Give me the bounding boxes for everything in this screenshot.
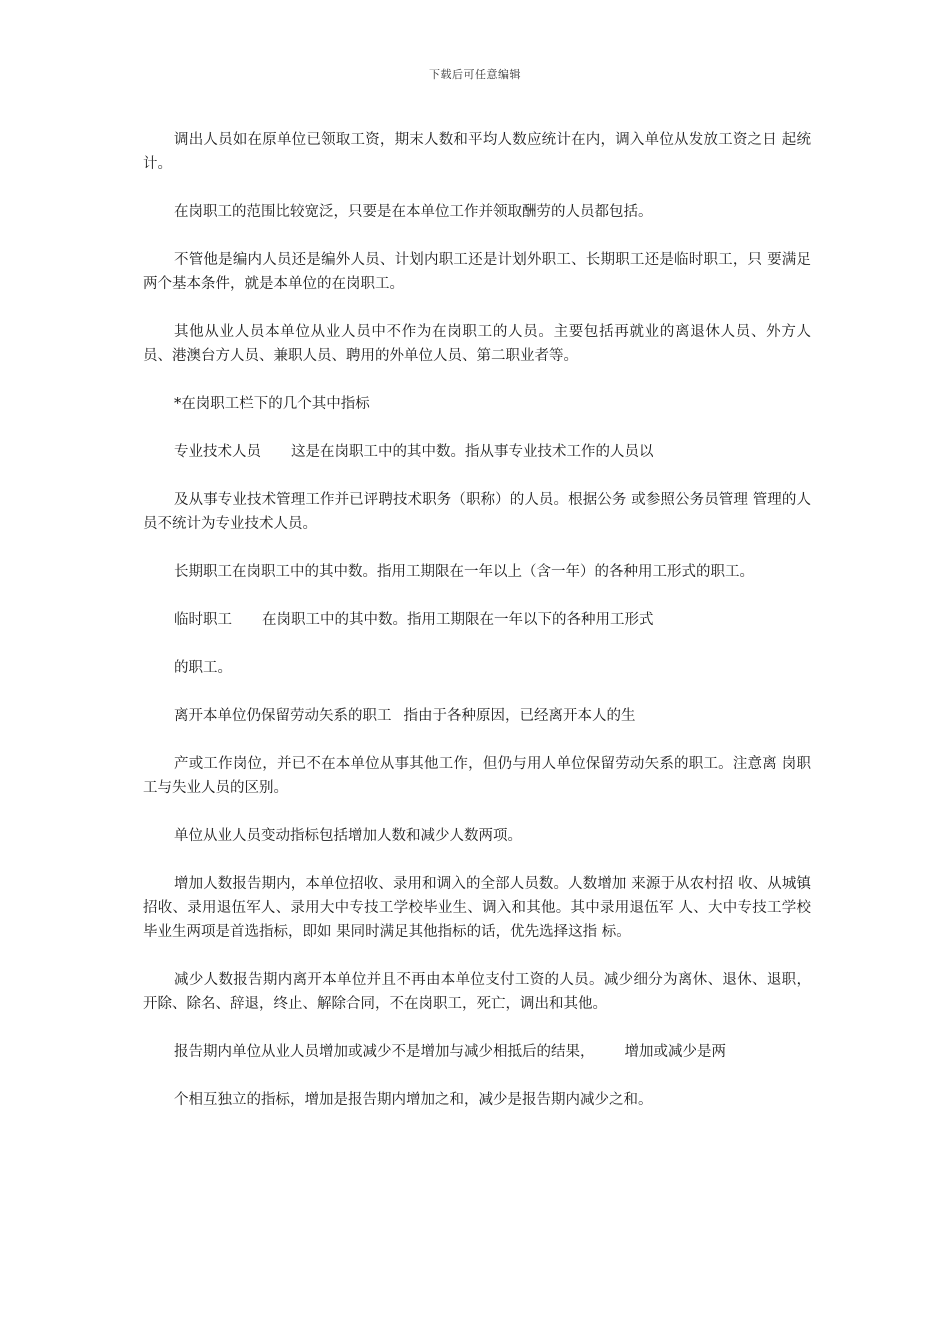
term-definition: 指由于各种原因，已经离开本人的生 [403, 708, 636, 724]
paragraph-lead: 报告期内单位从业人员增加或减少不是增加与减少相抵后的结果， [174, 1044, 595, 1060]
document-body [143, 128, 811, 1136]
term-label: 专业技术人员 [174, 444, 261, 460]
paragraph: 在岗职工的范围比较宽泛，只要是在本单位工作并领取酬劳的人员都包括。 [174, 204, 653, 220]
paragraph: 个相互独立的指标，增加是报告期内增加之和，减少是报告期内减少之和。 [174, 1092, 653, 1108]
paragraph [143, 704, 811, 728]
term-definition: 在岗职工中的其中数。指用工期限在一年以下的各种用工形式 [262, 612, 654, 628]
paragraph [143, 440, 811, 464]
term-label: 临时职工 [174, 612, 232, 628]
paragraph: 其他从业人员本单位从业人员中不作为在岗职工的人员。主要包括再就业的离退休人员、外方人员、港澳台方人员、兼职人员、聘用的外单位人员、第二职业者等。 [143, 324, 811, 364]
section-heading: *在岗职工栏下的几个其中指标 [174, 396, 370, 412]
paragraph: 单位从业人员变动指标包括增加人数和减少人数两项。 [174, 828, 522, 844]
paragraph: 及从事专业技术管理工作并已评聘技术职务（职称）的人员。根据公务 或参照公务员管理 管理的人员不统计为专业技术人员。 [143, 492, 811, 532]
paragraph [143, 608, 811, 632]
paragraph: 不管他是编内人员还是编外人员、计划内职工还是计划外职工、长期职工还是临时职工，只 要满足两个基本条件，就是本单位的在岗职工。 [143, 252, 811, 292]
paragraph: 调出人员如在原单位已领取工资，期末人数和平均人数应统计在内，调入单位从发放工资之日 起统计。 [143, 132, 811, 172]
paragraph: 增加人数报告期内，本单位招收、录用和调入的全部人员数。人数增加 来源于从农村招 收、从城镇招收、录用退伍军人、录用大中专技工学校毕业生、调入和其他。其中录用退伍军 人、大中专技工学校毕业生两项是首选指标，即如 果同时满足其他指标的话，优先选择这指 标。 [143, 876, 811, 940]
term-definition: 这是在岗职工中的其中数。指从事专业技术工作的人员以 [291, 444, 654, 460]
paragraph: 长期职工在岗职工中的其中数。指用工期限在一年以上（含一年）的各种用工形式的职工。 [174, 564, 754, 580]
term-label: 离开本单位仍保留劳动矢系的职工 [174, 708, 392, 724]
paragraph: 的职工。 [174, 660, 232, 676]
page-header: 下载后可任意编辑 [429, 68, 521, 81]
paragraph: 减少人数报告期内离开本单位并且不再由本单位支付工资的人员。减少细分为离休、退休、退职，开除、除名、辞退，终止、解除合同，不在岗职工，死亡，调出和其他。 [143, 972, 811, 1012]
paragraph-tail: 增加或减少是两 [624, 1044, 726, 1060]
paragraph: 产或工作岗位，并已不在本单位从事其他工作，但仍与用人单位保留劳动矢系的职工。注意离 岗职工与失业人员的区别。 [143, 756, 811, 796]
paragraph [143, 1040, 811, 1064]
